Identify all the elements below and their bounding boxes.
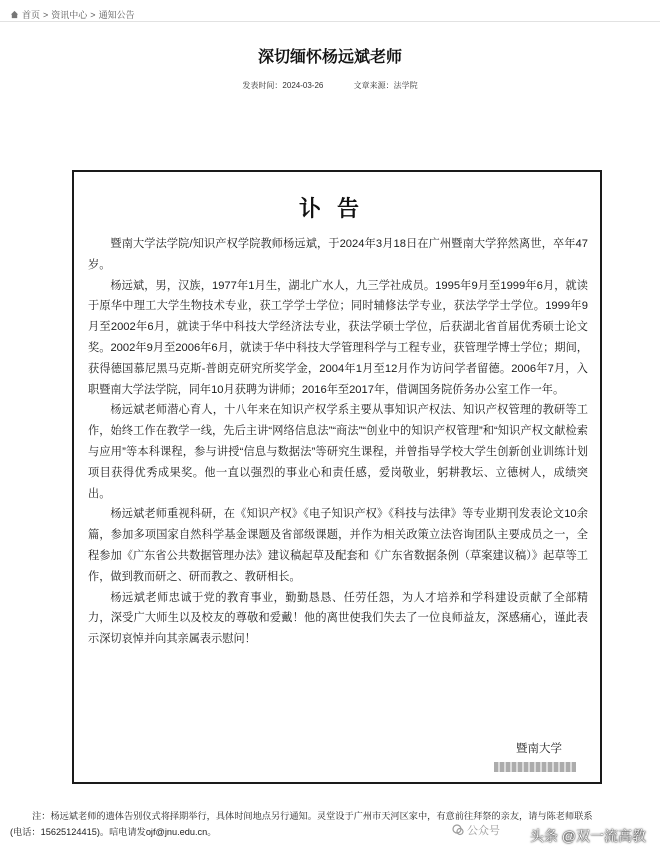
article-source: 文章来源：法学院 [353, 81, 418, 90]
notice-paragraph: 杨远斌老师重视科研，在《知识产权》《电子知识产权》《科技与法律》等专业期刊发表论文10余篇，参加多项国家自然科学基金课题及省部级课题，并作为相关政策立法咨询团队主要成员之一，全程参加《广东省公共数据管理办法》建议稿起草及配套和《广东省数据条例（草案建议稿）》起草等工作，做到教而研之、研而教之、教研相长。 [88, 508, 588, 583]
home-icon [10, 10, 19, 19]
breadcrumb [10, 8, 135, 21]
breadcrumb-home[interactable]: 首页 [22, 10, 41, 20]
breadcrumb-separator: > [43, 9, 49, 20]
breadcrumb-separator: > [90, 9, 96, 20]
redacted-date [494, 762, 576, 772]
notice-paragraph: 杨远斌老师潜心育人，十八年来在知识产权学系主要从事知识产权法、知识产权管理的教研等工作，始终工作在教学一线，先后主讲“网络信息法”“商法”“创业中的知识产权管理”和“知识产权文献检索与应用”等本科课程，参与讲授“信息与数据法”等研究生课程，并曾指导学校大学生创新创业训练计划项目获得优秀成果奖。他一直以强烈的事业心和责任感，爱岗敬业，躬耕教坛、立德树人，成绩突出。 [88, 404, 588, 500]
wechat-icon [452, 824, 464, 836]
page-title: 深切缅怀杨远斌老师 [257, 49, 402, 66]
watermark-channel: 公众号 [467, 825, 500, 837]
publish-time: 发表时间：2024-03-26 [242, 81, 324, 90]
obituary-notice-image [72, 170, 602, 784]
notice-paragraph: 暨南大学法学院/知识产权学院教师杨远斌，于2024年3月18日在广州暨南大学猝然离世，卒年47岁。 [88, 238, 588, 271]
divider [0, 21, 660, 22]
footnote-line: 注：杨远斌老师的遗体告别仪式将择期举行，具体时间地点另行通知。灵堂设于广州市天河区家中，有意前往拜祭的亲友，请与陈老师联系 [32, 811, 593, 821]
breadcrumb-notices[interactable]: 通知公告 [98, 10, 135, 20]
notice-paragraph: 杨远斌老师忠诚于党的教育事业，勤勤恳恳、任劳任怨，为人才培养和学科建设贡献了全部精力，深受广大师生以及校友的尊敬和爱戴！他的离世使我们失去了一位良师益友，深感痛心，谨此表示深切哀悼并向其亲属表示慰问！ [88, 591, 588, 646]
notice-signature: 暨南大学 [516, 743, 562, 755]
toutiao-watermark: 头条 @双一流高教 [529, 828, 646, 844]
notice-paragraph: 杨远斌，男，汉族，1977年1月生，湖北广水人，九三学社成员。1995年9月至1999年6月，就读于原华中理工大学生物技术专业，获工学学士学位；同时辅修法学专业，获法学学士学位。1999年9月至2002年6月，就读于华中科技大学经济法专业，获法学硕士学位，后获湖北省首届优秀硕士论文奖。2002年9月至2006年6月，就读于华中科技大学管理科学与工程专业，获管理学博士学位；期间，获得德国慕尼黑马克斯-普朗克研究所奖学金，2004年1月至12月作为访问学者留德。2006年7月，入职暨南大学法学院，同年10月获聘为讲师；2016年至2017年，借调国务院侨务办公室工作一年。 [88, 279, 588, 396]
notice-heading: 讣告 [298, 197, 375, 222]
footnote-line: (电话：15625124415)。唁电请发ojf@jnu.edu.cn。 [10, 827, 217, 837]
article-meta [0, 80, 660, 91]
breadcrumb-news-center[interactable]: 资讯中心 [51, 10, 88, 20]
notice-body [88, 234, 588, 650]
wechat-watermark [452, 822, 500, 838]
